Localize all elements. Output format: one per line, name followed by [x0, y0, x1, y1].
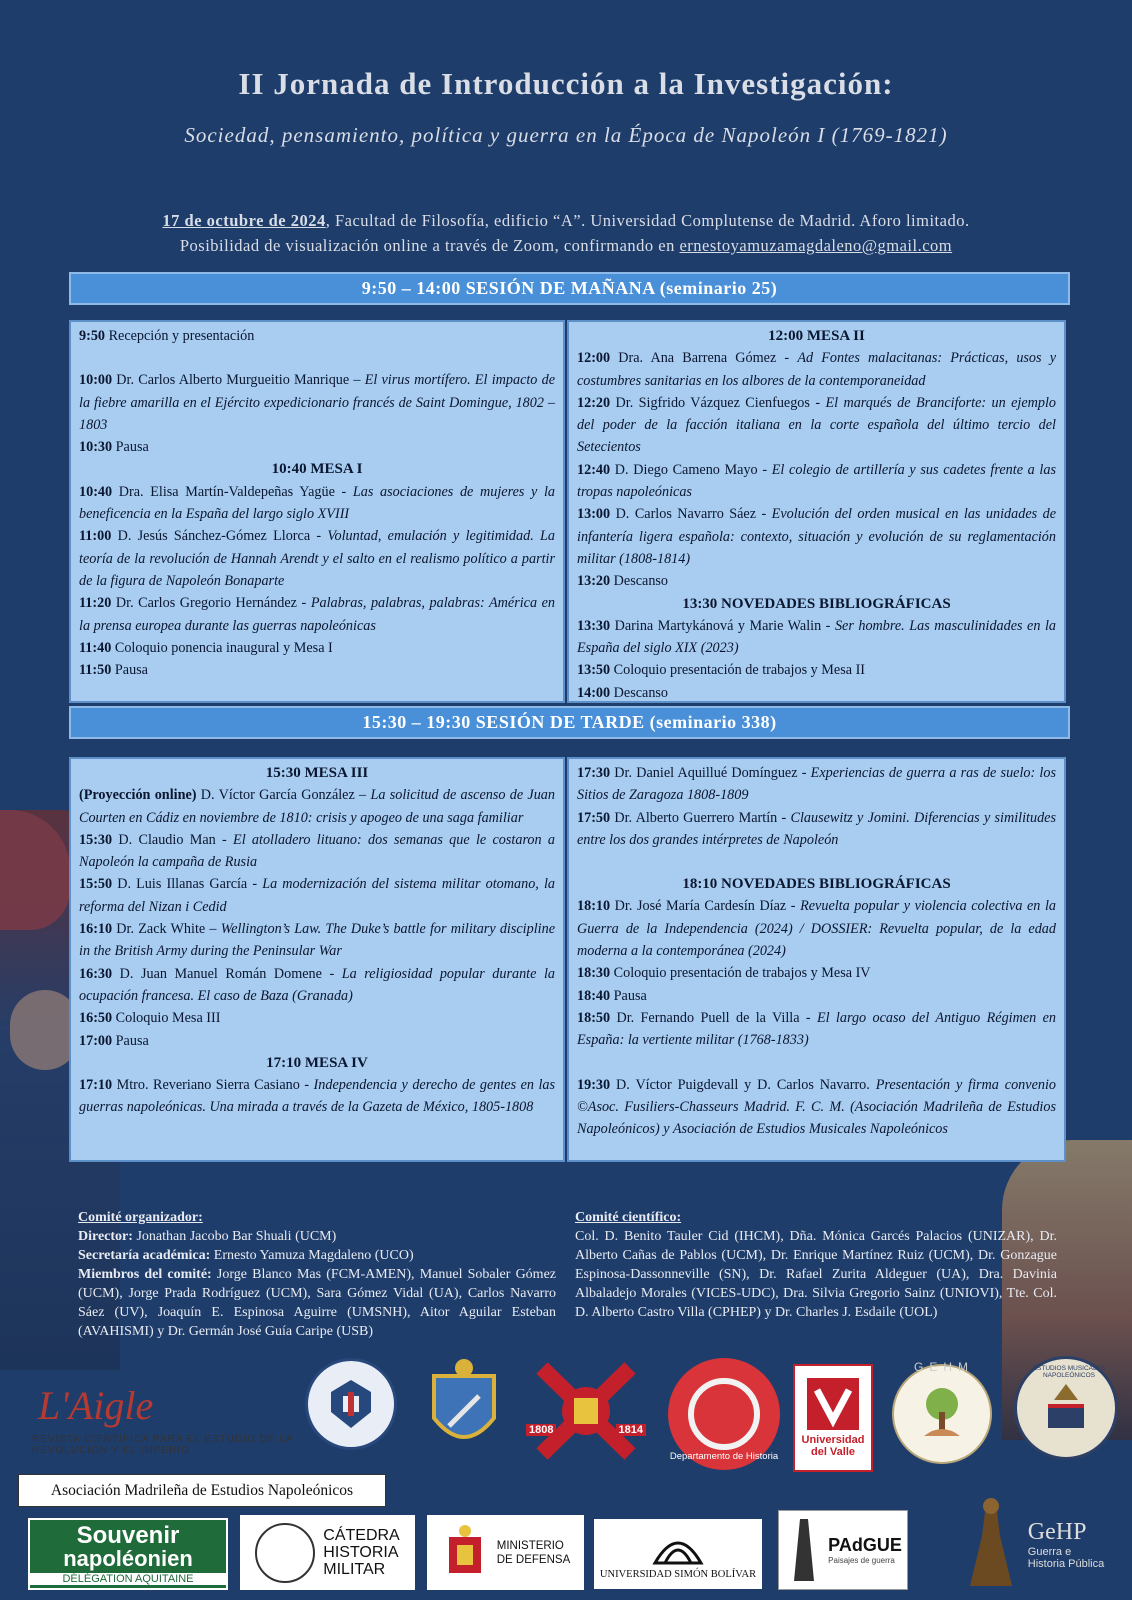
- afternoon-session-bar: 15:30 – 19:30 SESIÓN DE TARDE (seminario 338): [69, 706, 1070, 739]
- catedra-historia-militar-logo: [240, 1515, 415, 1590]
- usb-dome-icon: [651, 1529, 705, 1565]
- eagle-drum-icon: [1034, 1376, 1098, 1440]
- schedule-row: 13:30 Darina Martykánová y Marie Walin - Ser hombre. Las masculinidades en la España del siglo XIX (2023): [577, 617, 1056, 657]
- schedule-row: 16:50 Coloquio Mesa III: [79, 1010, 221, 1027]
- souvenir-subtitle: napoléonien: [63, 1545, 193, 1571]
- page-title: II Jornada de Introducción a la Investigación:: [238, 66, 894, 101]
- gehm-label: GEHM: [914, 1360, 974, 1374]
- univalle-label: Universidad del Valle: [801, 1434, 865, 1458]
- bibliography-heading: 13:30 NOVEDADES BIBLIOGRÁFICAS: [682, 595, 951, 612]
- afternoon-right-panel: [567, 757, 1066, 1162]
- year-1814: 1814: [616, 1424, 646, 1436]
- schedule-row: 18:40 Pausa: [577, 987, 647, 1004]
- red-cross-icon: [522, 1358, 650, 1464]
- schedule-row: (Proyección online) D. Víctor García González – La solicitud de ascenso de Juan Courten en Cádiz en noviembre de 1810: crisis y apogeo de una saga familiar: [79, 787, 555, 826]
- schedule-row: 15:30 D. Claudio Man - El atolladero lituano: dos semanas que le costaron a Napoleón la campaña de Rusia: [79, 831, 556, 871]
- gehp-sub-1: Guerra e: [1027, 1545, 1072, 1558]
- catedra-line-3: MILITAR: [323, 1561, 386, 1578]
- schedule-row: 10:30 Pausa: [79, 439, 149, 456]
- soldier-statue-icon: [956, 1496, 1026, 1592]
- aigle-logo: L'Aigle REVISTA CIENTÍFICA PARA EL ESTUDIO DE LA REVOLUCIÓN Y EL IMPERIO: [32, 1383, 293, 1456]
- mesa-heading: 15:30 MESA III: [265, 765, 369, 781]
- padgue-title: PAdGUE: [828, 1535, 902, 1555]
- schedule-row: 17:50 Dr. Alberto Guerrero Martín - Clausewitz y Jomini. Diferencias y similitudes entre los dos grandes intérpretes de Napoleón: [577, 809, 1057, 848]
- catedra-seal-icon: [255, 1523, 315, 1583]
- scientific-committee: [575, 1208, 1057, 1322]
- schedule-row: 12:40 D. Diego Cameno Mayo - El colegio de artillería y sus cadetes frente a las tropas napoleónicas: [577, 461, 1056, 501]
- musicales-label: ESTUDIOS MUSICALES NAPOLEÓNICOS: [1032, 1365, 1106, 1379]
- departamento-historia-logo: [668, 1358, 780, 1470]
- gehp-sub-2: Historia Pública: [1027, 1557, 1105, 1570]
- university-seal-icon: [321, 1374, 381, 1434]
- year-1808: 1808: [526, 1424, 556, 1436]
- schedule-row: 11:20 Dr. Carlos Gregorio Hernández - Palabras, palabras, palabras: América en la prensa europea durante las guerras napoleónicas: [79, 595, 555, 634]
- ucm-seal-logo: [305, 1358, 397, 1450]
- schedule-row: 19:30 D. Víctor Puigdevall y D. Carlos Navarro. Presentación y firma convenio ©Asoc. Fusiliers-Chasseurs Madrid. F. C. M. (Asociación Madrileña de Estudios Napoleónicos) y Asociación de Estudios Musicales Napoleónicos: [577, 1076, 1056, 1138]
- schedule-row: 10:40 Dra. Elisa Martín-Valdepeñas Yagüe - Las asociaciones de mujeres y la beneficencia en la España del largo siglo XVIII: [79, 483, 555, 523]
- schedule-row: 11:50 Pausa: [79, 662, 148, 679]
- organizing-heading: Comité organizador:: [78, 1210, 203, 1225]
- military-shield-icon: [419, 1356, 509, 1460]
- souvenir-napoleonien-logo: [28, 1518, 228, 1590]
- univalle-logo: [793, 1364, 873, 1472]
- spain-coat-of-arms-icon: [441, 1523, 489, 1583]
- schedule-row: 18:50 Dr. Fernando Puell de la Villa - El largo ocaso del Antiguo Régimen en España: la vertiente militar (1768-1833): [577, 1009, 1056, 1049]
- anniversary-cross-logo: [522, 1358, 650, 1464]
- schedule-row: 16:10 Dr. Zack White – Wellington’s Law. The Duke’s battle for military discipline in the British Army during the Peninsular War: [79, 921, 555, 960]
- schedule-row: 12:20 Dr. Sigfrido Vázquez Cienfuegos - El marqués de Branciforte: un ejemplo del poder de la facción italiana en la corte española del último tercio del Setecientos: [577, 394, 1056, 456]
- mesa-heading: 12:00 MESA II: [768, 328, 865, 344]
- schedule-row: 14:00 Descanso: [577, 684, 669, 701]
- plume-decoration: [0, 810, 70, 930]
- gehm-logo: [892, 1360, 992, 1464]
- schedule-row: 13:00 D. Carlos Navarro Sáez - Evolución del orden musical en las unidades de infantería ligera española: contexto, situación y evolución de su reglamentación militar (1808-1814): [577, 506, 1056, 567]
- schedule-row: 18:30 Coloquio presentación de trabajos y Mesa IV: [577, 965, 871, 982]
- afternoon-left-panel: [69, 757, 565, 1162]
- schedule-row: 13:20 Descanso: [577, 573, 669, 590]
- morning-right-panel: [567, 320, 1066, 703]
- event-location: , Facultad de Filosofía, edificio “A”. Universidad Complutense de Madrid. Aforo limitado.: [325, 211, 970, 230]
- gehp-logo: [940, 1494, 1120, 1594]
- schedule-row: 16:30 D. Juan Manuel Román Domene - La religiosidad popular durante la ocupación francesa. El caso de Baza (Granada): [79, 965, 555, 1004]
- schedule-row: 13:50 Coloquio presentación de trabajos y Mesa II: [577, 662, 866, 679]
- ministerio-line-1: MINISTERIO: [496, 1539, 564, 1552]
- gehp-title: GeHP: [1027, 1518, 1087, 1545]
- schedule-row: 12:00 Dra. Ana Barrena Gómez - Ad Fontes malacitanas: Prácticas, usos y costumbres sanitarias en los albores de la contemporaneidad: [577, 350, 1056, 389]
- universidad-simon-bolivar-logo: [594, 1519, 762, 1589]
- morning-session-bar: 9:50 – 14:00 SESIÓN DE MAÑANA (seminario 25): [69, 272, 1070, 305]
- tree-hands-icon: [910, 1382, 974, 1446]
- event-date: 17 de octubre de 2024: [162, 211, 326, 230]
- contact-email-link[interactable]: ernestoyamuzamagdaleno@gmail.com: [679, 236, 953, 255]
- souvenir-delegation: DÉLÉGATION AQUITAINE: [30, 1573, 226, 1585]
- ring-icon: [688, 1378, 760, 1450]
- souvenir-title: Souvenir: [76, 1521, 180, 1549]
- schedule-row: 11:00 D. Jesús Sánchez-Gómez Llorca - Voluntad, emulación y legitimidad. La teoría de la revolución de Hannah Arendt y el salto en el realismo político a partir de la figura de Napoleón Bonaparte: [79, 528, 556, 589]
- padgue-logo: [778, 1510, 908, 1590]
- organizing-committee: Comité organizador: Director: Jonathan Jacobo Bar Shuali (UCM) Secretaría académica: Ernesto Yamuza Magdaleno (UCO) Miembros del comité: Jorge Blanco Mas (FCM-AMEN), Manuel Sobaler Gómez (UCM), Jorge Prada Rodríguez (UCM), Sara Gómez Vidal (UA), Carlos Navarro Sáez (UV), Joaquín E. Espinosa Aguirre (UMSNH), Aitor Aguilar Esteban (AVAHISMI) y Dr. Germán José Guía Caripe (USB): [78, 1210, 556, 1339]
- ministerio-line-2: DE DEFENSA: [496, 1553, 571, 1566]
- morning-left-panel: [69, 320, 565, 703]
- scientific-members: Col. D. Benito Tauler Cid (IHCM), Dña. Mónica Garcés Palacios (UNIZAR), Dr. Alberto Cañas de Pablos (UCM), Dr. Enrique Martínez Ruiz (UCM), Dr. Gonzague Espinosa-Dassonneville (SN), Dr. Rafael Zurita Aldeguer (UA), Dra. Davinia Albaladejo Morales (VICES-UDC), Dra. Silvia Gregorio Sainz (UNIOVI), Tte. Col. D. Alberto Castro Villa (CPHEP) y Dr. Charles J. Esdaile (UOL): [575, 1229, 1057, 1320]
- schedule-row: 9:50 Recepción y presentación: [79, 328, 255, 344]
- musicales-logo: [1014, 1356, 1118, 1460]
- schedule-row: 17:30 Dr. Daniel Aquillué Domínguez - Experiencias de guerra a ras de suelo: los Sitios de Zaragoza 1808-1809: [577, 765, 1056, 804]
- catedra-line-2: HISTORIA: [323, 1544, 399, 1561]
- valle-v-icon: [807, 1378, 859, 1430]
- ministerio-defensa-logo: [427, 1515, 584, 1590]
- mesa-heading: 17:10 MESA IV: [266, 1054, 368, 1071]
- dept-label: Departamento de Historia: [669, 1451, 779, 1462]
- schedule-row: 17:10 Mtro. Reveriano Sierra Casiano - Independencia y derecho de gentes en las guerras napoleónicas. Una mirada a través de la Gazeta de México, 1805-1808: [79, 1077, 556, 1116]
- asociacion-madrilena-label: Asociación Madrileña de Estudios Napoleónicos: [18, 1474, 386, 1507]
- schedule-row: 17:00 Pausa: [79, 1032, 149, 1049]
- event-info: [0, 208, 1132, 258]
- catedra-line-1: CÁTEDRA: [323, 1527, 400, 1544]
- scientific-heading: Comité científico:: [575, 1210, 682, 1225]
- schedule-row: 15:50 D. Luis Illanas García - La modernización del sistema militar otomano, la reforma del Nizan i Cedid: [79, 876, 555, 915]
- page-subtitle: Sociedad, pensamiento, política y guerra en la Época de Napoleón I (1769-1821): [184, 123, 948, 147]
- schedule-row: 10:00 Dr. Carlos Alberto Murgueitio Manrique – El virus mortífero. El impacto de la fiebre amarilla en el Ejército expedicionario francés de Saint Domingue, 1802 – 1803: [79, 372, 555, 433]
- mesa-heading: 10:40 MESA I: [271, 461, 363, 478]
- usb-label: UNIVERSIDAD SIMÓN BOLÍVAR: [599, 1568, 757, 1580]
- bibliography-heading: 18:10 NOVEDADES BIBLIOGRÁFICAS: [682, 876, 951, 893]
- schedule-row: 11:40 Coloquio ponencia inaugural y Mesa I: [79, 639, 333, 656]
- military-shield-logo: [418, 1355, 510, 1461]
- online-note: Posibilidad de visualización online a través de Zoom, confirmando en: [179, 236, 680, 255]
- schedule-row: 18:10 Dr. José María Cardesín Díaz - Revuelta popular y violencia colectiva en la Guerra de la Independencia (2024) / DOSSIER: Revuelta popular, de la edad moderna a la contemporánea (2024): [577, 898, 1057, 960]
- monument-icon: [784, 1515, 824, 1585]
- padgue-subtitle: Paisajes de guerra: [828, 1556, 895, 1565]
